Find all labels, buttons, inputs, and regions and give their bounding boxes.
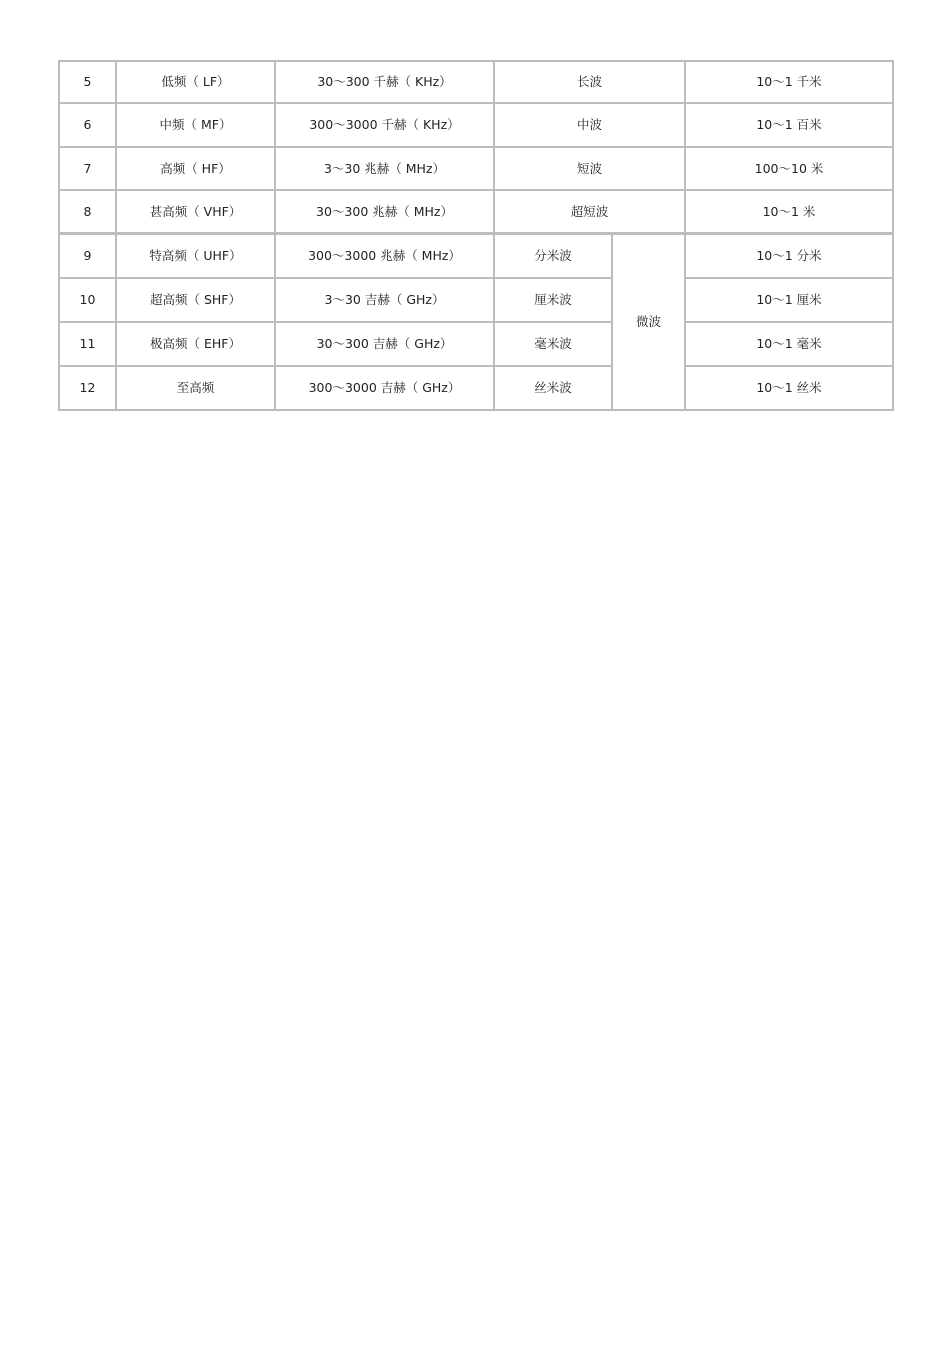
band-index: 8 (59, 190, 116, 234)
wave-name: 毫米波 (494, 322, 612, 366)
frequency-range: 300～3000 兆赫（ MHz） (275, 234, 494, 279)
band-index: 12 (59, 366, 116, 410)
wave-name: 丝米波 (494, 366, 612, 410)
wavelength-range: 10～1 米 (685, 190, 893, 234)
table-row (59, 190, 893, 234)
band-index: 11 (59, 322, 116, 366)
band-name: 甚高频（ VHF） (116, 190, 275, 234)
table-row (59, 366, 893, 410)
table-row (59, 147, 893, 190)
band-index: 7 (59, 147, 116, 190)
band-name: 极高频（ EHF） (116, 322, 275, 366)
table-row (59, 322, 893, 366)
band-name: 中频（ MF） (116, 103, 275, 147)
frequency-range: 300～3000 吉赫（ GHz） (275, 366, 494, 410)
band-name: 高频（ HF） (116, 147, 275, 190)
wavelength-range: 10～1 毫米 (685, 322, 893, 366)
frequency-band-table (58, 60, 894, 411)
frequency-range: 3～30 吉赫（ GHz） (275, 278, 494, 322)
wavelength-range: 10～1 厘米 (685, 278, 893, 322)
microwave-group-label: 微波 (612, 234, 685, 411)
wave-name: 长波 (494, 61, 685, 103)
wave-name: 中波 (494, 103, 685, 147)
table-row (59, 278, 893, 322)
frequency-range: 30～300 吉赫（ GHz） (275, 322, 494, 366)
band-index: 6 (59, 103, 116, 147)
wave-name: 厘米波 (494, 278, 612, 322)
wavelength-range: 10～1 分米 (685, 234, 893, 279)
wavelength-range: 100～10 米 (685, 147, 893, 190)
band-name: 超高频（ SHF） (116, 278, 275, 322)
frequency-range: 30～300 千赫（ KHz） (275, 61, 494, 103)
frequency-range: 3～30 兆赫（ MHz） (275, 147, 494, 190)
band-index: 5 (59, 61, 116, 103)
table-row (59, 103, 893, 147)
wave-name: 超短波 (494, 190, 685, 234)
table-row (59, 234, 893, 279)
frequency-range: 30～300 兆赫（ MHz） (275, 190, 494, 234)
band-index: 9 (59, 234, 116, 279)
band-name: 低频（ LF） (116, 61, 275, 103)
wave-name: 分米波 (494, 234, 612, 279)
wavelength-range: 10～1 丝米 (685, 366, 893, 410)
table-row (59, 61, 893, 103)
wavelength-range: 10～1 百米 (685, 103, 893, 147)
frequency-range: 300～3000 千赫（ KHz） (275, 103, 494, 147)
wavelength-range: 10～1 千米 (685, 61, 893, 103)
wave-name: 短波 (494, 147, 685, 190)
band-name: 至高频 (116, 366, 275, 410)
band-name: 特高频（ UHF） (116, 234, 275, 279)
band-index: 10 (59, 278, 116, 322)
